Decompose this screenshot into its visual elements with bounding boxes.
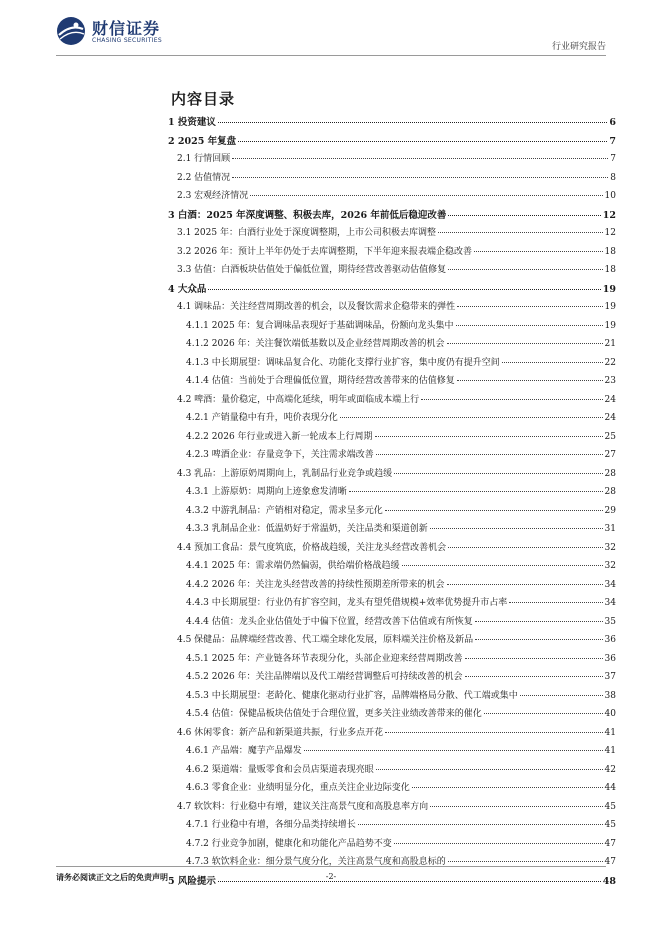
toc-entry-label: 4.1 调味品：关注经营周期改善的机会，以及餐饮需求企稳带来的弹性 [177, 302, 456, 312]
logo-english-name: CHASING SECURITIES [92, 37, 162, 44]
toc-leader-dots [520, 695, 603, 696]
toc-entry[interactable] [168, 114, 616, 133]
toc-entry[interactable] [168, 706, 616, 725]
toc-entry-page: 12 [604, 228, 616, 238]
toc-entry[interactable] [168, 595, 616, 614]
toc-leader-dots [457, 380, 603, 381]
toc-entry-label: 4.1.2 2026 年：关注餐饮端低基数以及企业经营周期改善的机会 [186, 339, 445, 349]
toc-leader-dots [208, 289, 600, 290]
toc-entry-label: 4.4.4 估值：龙头企业估值处于中偏下位置，经营改善下估值或有所恢复 [186, 616, 473, 627]
toc-entry-label: 3.1 2025 年：白酒行业处于深度调整期，上市公司积极去库调整 [177, 228, 436, 238]
toc-entry-page: 41 [604, 727, 616, 738]
toc-leader-dots [474, 251, 603, 252]
toc-entry-page: 24 [604, 394, 616, 405]
toc-leader-dots [376, 454, 603, 455]
toc-entry-page: 28 [604, 468, 616, 479]
toc-entry-label: 4.3.2 中游乳制品：产销相对稳定，需求呈多元化 [186, 505, 383, 516]
toc-entry[interactable] [168, 133, 616, 152]
toc-entry-page: 28 [604, 487, 616, 497]
toc-entry-page: 32 [604, 561, 616, 571]
toc-entry[interactable] [168, 207, 616, 226]
toc-entry-label: 4.2.3 啤酒企业：存量竞争下，关注需求端改善 [186, 450, 374, 460]
toc-entry[interactable] [168, 299, 616, 318]
toc-entry[interactable] [168, 503, 616, 522]
toc-entry-page: 29 [604, 505, 616, 516]
toc-entry-label: 4.6 休闲零食：新产品和新渠道共振，行业多点开花 [177, 727, 384, 738]
toc-entry[interactable] [168, 780, 616, 799]
toc-entry-page: 47 [604, 857, 616, 867]
footer-divider [56, 866, 606, 867]
toc-entry[interactable] [168, 632, 616, 651]
toc-entry[interactable] [168, 225, 616, 244]
toc-entry[interactable] [168, 558, 616, 577]
toc-entry-label: 4.7.2 行业竞争加剧，健康化和功能化产品趋势不变 [186, 838, 392, 849]
toc-entry-label: 2 2025 年复盘 [168, 135, 237, 147]
toc-entry-label: 4.4.2 2026 年：关注龙头经营改善的持续性预期差所带来的机会 [186, 579, 445, 590]
toc-entry[interactable] [168, 521, 616, 540]
table-of-contents [168, 114, 616, 891]
toc-leader-dots [421, 399, 602, 400]
toc-entry-label: 4.6.2 渠道端：量贩零食和会员店渠道表现亮眼 [186, 764, 374, 775]
toc-leader-dots [509, 602, 602, 603]
toc-leader-dots [232, 177, 608, 178]
toc-entry[interactable] [168, 318, 616, 337]
toc-leader-dots [340, 417, 603, 418]
report-type-label: 行业研究报告 [551, 42, 606, 52]
toc-entry-page: 47 [604, 838, 616, 849]
toc-leader-dots [385, 732, 602, 733]
toc-entry[interactable] [168, 743, 616, 762]
toc-entry-page: 45 [604, 801, 616, 812]
toc-entry[interactable] [168, 669, 616, 688]
toc-entry[interactable] [168, 688, 616, 707]
logo-chinese-name: 财信证券 [92, 19, 161, 38]
toc-entry-label: 4.3 乳品：上游原奶周期向上，乳制品行业竞争或趋缓 [177, 468, 393, 479]
toc-entry[interactable] [168, 651, 616, 670]
page-header [0, 0, 662, 62]
toc-entry-label: 2.3 宏观经济情况 [177, 191, 249, 201]
toc-entry-label: 3.3 估值：白酒板块估值处于偏低位置，期待经营改善驱动估值修复 [177, 265, 447, 275]
footer-disclaimer: 请务必阅读正文之后的免责声明 [56, 872, 168, 882]
toc-leader-dots [250, 195, 602, 196]
toc-leader-dots [447, 343, 603, 344]
toc-entry-page: 44 [604, 783, 616, 793]
toc-entry-page: 48 [602, 875, 616, 887]
page-number: -2- [325, 872, 337, 881]
toc-entry-page: 34 [604, 598, 616, 608]
toc-entry-page: 38 [604, 690, 616, 701]
toc-entry-page: 32 [604, 542, 616, 553]
toc-entry-page: 7 [610, 154, 616, 164]
toc-entry-page: 19 [602, 283, 616, 295]
company-logo [56, 16, 206, 52]
toc-entry-page: 24 [604, 413, 616, 423]
toc-entry[interactable] [168, 614, 616, 633]
toc-leader-dots [394, 473, 602, 474]
toc-entry-page: 40 [604, 709, 616, 719]
toc-entry-label: 4.7 软饮料：行业稳中有增，建议关注高景气度和高股息率方向 [177, 801, 429, 812]
toc-entry-label: 4.2.1 产销量稳中有升，吨价表现分化 [186, 413, 338, 423]
toc-entry[interactable] [168, 429, 616, 448]
toc-entry[interactable] [168, 151, 616, 170]
toc-entry-label: 4 大众品 [168, 283, 207, 295]
toc-entry-page: 18 [604, 246, 616, 257]
toc-entry[interactable] [168, 854, 616, 873]
toc-entry-page: 8 [610, 172, 616, 183]
toc-entry-label: 2.2 估值情况 [177, 172, 231, 183]
toc-entry[interactable] [168, 281, 616, 300]
toc-leader-dots [475, 639, 602, 640]
toc-leader-dots [238, 141, 607, 142]
toc-entry-label: 4.5 保健品：品牌端经营改善、代工端全球化发展，原料端关注价格及新品 [177, 635, 474, 645]
toc-leader-dots [402, 565, 603, 566]
toc-entry-page: 37 [604, 672, 616, 682]
toc-entry-label: 4.5.4 估值：保健品板块估值处于合理位置，更多关注业绩改善带来的催化 [186, 709, 482, 719]
toc-leader-dots [375, 436, 603, 437]
toc-leader-dots [447, 584, 603, 585]
toc-entry-page: 36 [604, 653, 616, 664]
toc-entry-page: 36 [604, 635, 616, 645]
toc-leader-dots [394, 843, 603, 844]
toc-entry-page: 23 [604, 376, 616, 386]
toc-entry[interactable] [168, 466, 616, 485]
toc-leader-dots [304, 750, 603, 751]
toc-entry-label: 4.5.3 中长期展望：老龄化、健康化驱动行业扩容，品牌端格局分散、代工端或集中 [186, 690, 518, 701]
toc-leader-dots [484, 713, 603, 714]
toc-entry-label: 4.2.2 2026 年行业或进入新一轮成本上行周期 [186, 431, 373, 442]
toc-entry-page: 6 [609, 117, 616, 128]
toc-entry-page: 7 [609, 135, 616, 147]
toc-entry[interactable] [168, 484, 616, 503]
toc-entry-page: 18 [604, 265, 616, 275]
toc-entry-page: 34 [604, 579, 616, 590]
toc-leader-dots [358, 824, 603, 825]
toc-entry-label: 4.2 啤酒：量价稳定，中高端化延续，明年或面临成本端上行 [177, 394, 420, 405]
toc-entry-label: 4.4.3 中长期展望：行业仍有扩容空间，龙头有望凭借规模+效率优势提升市占率 [186, 598, 508, 608]
toc-leader-dots [456, 325, 603, 326]
toc-leader-dots [349, 491, 603, 492]
toc-entry[interactable] [168, 392, 616, 411]
toc-entry[interactable] [168, 262, 616, 281]
toc-entry-label: 1 投资建议 [168, 117, 216, 128]
toc-leader-dots [218, 122, 607, 123]
toc-entry[interactable] [168, 373, 616, 392]
toc-entry-page: 42 [604, 764, 616, 775]
toc-leader-dots [502, 362, 603, 363]
toc-leader-dots [457, 306, 602, 307]
toc-entry-label: 4.7.1 行业稳中有增，各细分品类持续增长 [186, 820, 356, 830]
toc-entry-page: 19 [604, 320, 616, 331]
toc-entry-page: 21 [604, 339, 616, 349]
toc-entry[interactable] [168, 540, 616, 559]
toc-entry-page: 41 [604, 746, 616, 756]
toc-entry-label: 4.4.1 2025 年：需求端仍然偏弱，供给端价格战趋缓 [186, 561, 400, 571]
toc-leader-dots [376, 769, 603, 770]
toc-entry[interactable] [168, 336, 616, 355]
toc-entry-page: 27 [604, 450, 616, 460]
toc-entry-page: 22 [604, 357, 616, 368]
toc-entry[interactable] [168, 762, 616, 781]
toc-entry-label: 4.1.1 2025 年：复合调味品表现好于基础调味品，份额向龙头集中 [186, 320, 454, 331]
toc-leader-dots [448, 861, 603, 862]
toc-entry-label: 3 白酒：2025 年深度调整、积极去库，2026 年前低后稳迎改善 [168, 209, 447, 221]
toc-entry[interactable] [168, 188, 616, 207]
toc-entry-label: 4.4 预加工食品：景气度筑底，价格战趋缓，关注龙头经营改善机会 [177, 542, 447, 553]
toc-entry-page: 35 [604, 616, 616, 627]
toc-entry-page: 19 [604, 302, 616, 312]
toc-entry-label: 2.1 行情回顾 [177, 154, 231, 164]
toc-entry[interactable] [168, 447, 616, 466]
toc-entry-label: 5 风险提示 [168, 875, 216, 887]
toc-entry-label: 4.3.3 乳制品企业：低温奶好于常温奶，关注品类和渠道创新 [186, 524, 428, 534]
toc-entry-label: 4.6.3 零食企业：业绩明显分化，重点关注企业边际变化 [186, 783, 410, 793]
toc-entry[interactable] [168, 817, 616, 836]
toc-leader-dots [448, 547, 602, 548]
toc-entry-label: 4.5.2 2026 年：关注品牌端以及代工端经营调整后可持续改善的机会 [186, 672, 463, 682]
toc-leader-dots [430, 528, 603, 529]
toc-entry-page: 10 [604, 191, 616, 201]
toc-entry-page: 31 [604, 524, 616, 534]
toc-leader-dots [385, 510, 603, 511]
toc-leader-dots [448, 215, 600, 216]
toc-entry-page: 45 [604, 820, 616, 830]
toc-entry[interactable] [168, 577, 616, 596]
toc-title: 内容目录 [171, 90, 236, 108]
header-divider [56, 55, 606, 56]
toc-leader-dots [438, 232, 603, 233]
toc-entry-label: 4.1.4 估值：当前处于合理偏低位置，期待经营改善带来的估值修复 [186, 376, 455, 386]
toc-entry[interactable] [168, 244, 616, 263]
toc-entry-label: 4.3.1 上游原奶：周期向上迹象愈发清晰 [186, 487, 347, 497]
toc-entry-label: 4.6.1 产品端：魔芋产品爆发 [186, 746, 302, 756]
toc-leader-dots [412, 787, 603, 788]
toc-entry[interactable] [168, 170, 616, 189]
toc-leader-dots [465, 676, 603, 677]
toc-entry-page: 12 [602, 209, 616, 221]
toc-leader-dots [430, 806, 602, 807]
toc-entry-label: 4.7.3 软饮料企业：细分景气度分化，关注高景气度和高股息标的 [186, 857, 446, 867]
toc-entry-label: 4.5.1 2025 年：产业链各环节表现分化，头部企业迎来经营周期改善 [186, 653, 463, 664]
toc-leader-dots [475, 621, 603, 622]
toc-entry[interactable] [168, 725, 616, 744]
toc-entry-label: 3.2 2026 年：预计上半年仍处于去库调整期，下半年迎来报表端企稳改善 [177, 246, 472, 257]
toc-leader-dots [465, 658, 603, 659]
toc-entry-label: 4.1.3 中长期展望：调味品复合化、功能化支撑行业扩容，集中度仍有提升空间 [186, 357, 500, 368]
toc-entry[interactable] [168, 410, 616, 429]
logo-globe-icon [56, 16, 86, 46]
toc-entry[interactable] [168, 836, 616, 855]
toc-entry-page: 25 [604, 431, 616, 442]
toc-leader-dots [448, 269, 602, 270]
toc-leader-dots [232, 158, 608, 159]
toc-entry[interactable] [168, 355, 616, 374]
toc-entry[interactable] [168, 799, 616, 818]
